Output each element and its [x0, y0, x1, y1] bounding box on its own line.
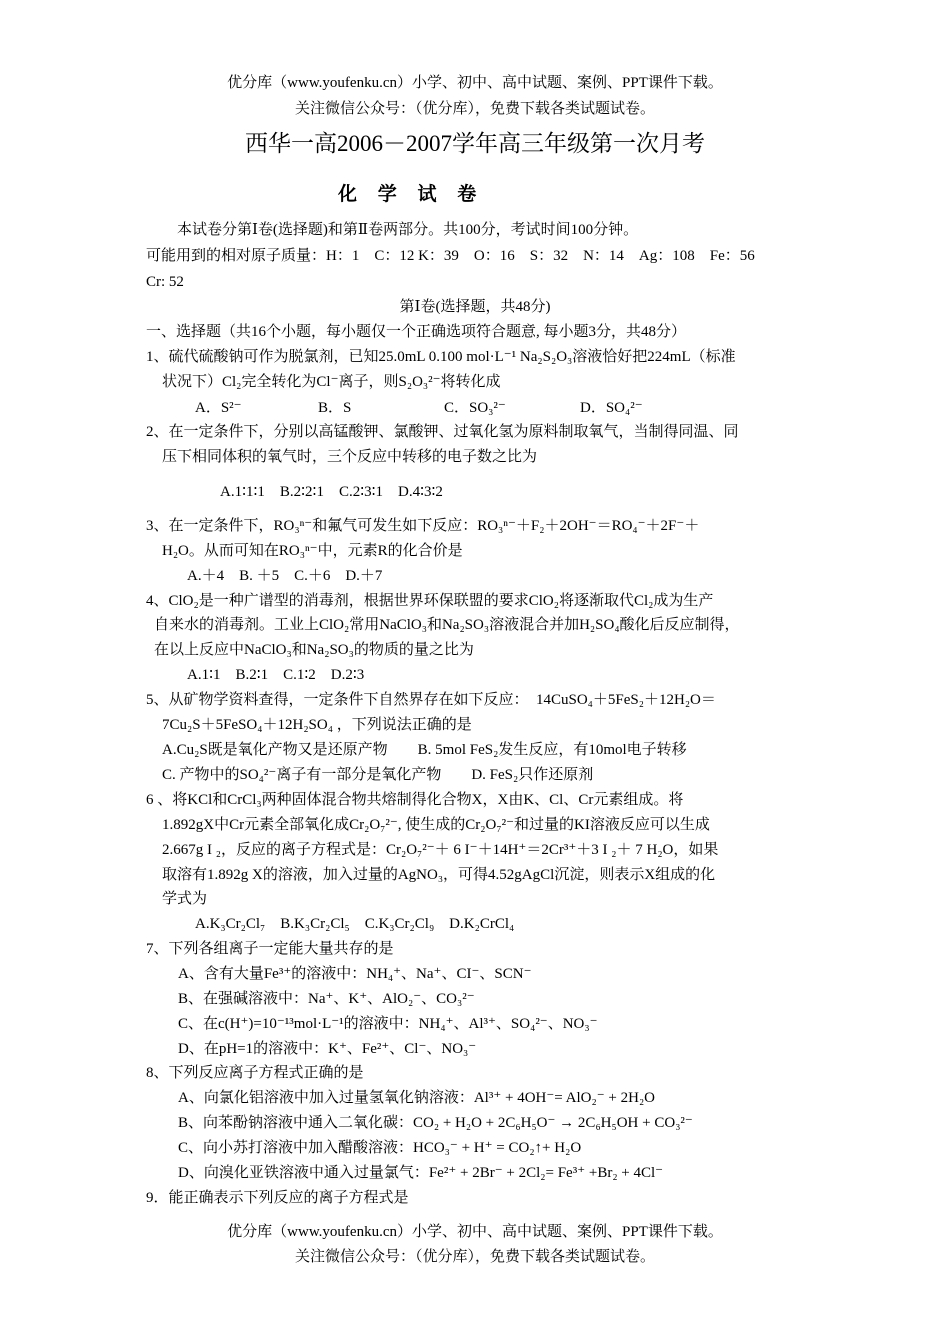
header-line-2: 关注微信公众号：（优分库），免费下载各类试题试卷。: [294, 101, 655, 117]
q3-stem-line-2: H₂O。从而可知在RO₃ⁿ⁻中，元素R的化合价是: [162, 543, 463, 559]
q8-stem: 8、下列反应离子方程式正确的是: [146, 1065, 364, 1081]
page-title: 西华一高2006－2007学年高三年级第一次月考: [245, 131, 705, 156]
q4-stem-line-3: 在以上反应中NaClO₃和Na₂SO₃的物质的量之比为: [154, 642, 474, 658]
q5-options-ab: A.Cu₂S既是氧化产物又是还原产物 B. 5mol FeS₂发生反应，有10mol电子转移: [162, 742, 687, 758]
q4-options: A.1∶1 B.2∶1 C.1∶2 D.2∶3: [187, 667, 365, 683]
q1-option-c: C．SO₃²⁻: [444, 400, 506, 416]
q7-option-c: C、在c(H⁺)=10⁻¹³mol·L⁻¹的溶液中：NH₄⁺、Al³⁺、SO₄²⁻、NO₃⁻: [178, 1016, 598, 1032]
section1-instructions: 一、选择题（共16个小题，每小题仅一个正确选项符合题意, 每小题3分，共48分）: [146, 324, 687, 340]
q8-option-d: D、向溴化亚铁溶液中通入过量氯气：Fe²⁺ + 2Br⁻ + 2Cl₂= Fe³⁺ +Br₂ + 4Cl⁻: [178, 1165, 664, 1181]
q6-stem-line-4: 取溶有1.892g X的溶液，加入过量的AgNO₃，可得4.52gAgCl沉淀，则表示X组成的化: [162, 867, 716, 883]
q2-options: A.1∶1∶1 B.2∶2∶1 C.2∶3∶1 D.4∶3∶2: [220, 484, 443, 500]
q1-stem-line-1: 1、硫代硫酸钠可作为脱氯剂，已知25.0mL 0.100 mol·L⁻¹ Na₂S₂O₃溶液恰好把224mL（标准: [146, 349, 736, 365]
q2-stem-line-1: 2、在一定条件下，分别以高锰酸钾、氯酸钾、过氧化氢为原料制取氧气，当制得同温、同: [146, 424, 739, 440]
q6-stem-line-3: 2.667g I ₂，反应的离子方程式是：Cr₂O₇²⁻＋ 6 I⁻＋14H⁺＝2Cr³⁺＋3 I ₂＋ 7 H₂O，如果: [162, 842, 719, 858]
q7-option-a: A、含有大量Fe³⁺的溶液中：NH₄⁺、Na⁺、CI⁻、SCN⁻: [178, 966, 532, 982]
q3-options: A.＋4 B. ＋5 C.＋6 D.＋7: [187, 568, 383, 584]
q3-stem-line-1: 3、在一定条件下，RO₃ⁿ⁻和氟气可发生如下反应：RO₃ⁿ⁻＋F₂＋2OH⁻＝RO₄⁻＋2F⁻＋: [146, 518, 700, 534]
footer-line-2: 关注微信公众号：（优分库），免费下载各类试题试卷。: [294, 1249, 655, 1265]
q1-stem-line-2: 状况下）Cl₂完全转化为Cl⁻离子，则S₂O₃²⁻将转化成: [162, 374, 501, 390]
intro-line-2: 可能用到的相对原子质量：H：1 C：12 K：39 O：16 S：32 N：14 Ag：108 Fe：56: [146, 248, 755, 264]
q1-option-b: B．S: [318, 400, 352, 416]
section1-heading: 第Ⅰ卷(选择题，共48分): [399, 299, 551, 315]
q1-option-d: D．SO₄²⁻: [580, 400, 643, 416]
intro-line-3: Cr: 52: [146, 274, 184, 290]
q8-option-c: C、向小苏打溶液中加入醋酸溶液：HCO₃⁻ + H⁺ = CO₂↑+ H₂O: [178, 1140, 582, 1156]
q9-stem: 9．能正确表示下列反应的离子方程式是: [146, 1190, 409, 1206]
q6-options: A.K₃Cr₂Cl₇ B.K₃Cr₂Cl₅ C.K₃Cr₂Cl₉ D.K₂CrCl₄: [195, 916, 515, 932]
q8-option-a: A、向氯化铝溶液中加入过量氢氧化钠溶液：Al³⁺ + 4OH⁻= AlO₂⁻ + 2H₂O: [178, 1090, 656, 1106]
q8-option-b: B、向苯酚钠溶液中通入二氧化碳：CO₂ + H₂O + 2C₆H₅O⁻ → 2C₆H₅OH + CO₃²⁻: [178, 1115, 693, 1131]
q1-option-a: A．S²⁻: [195, 400, 242, 416]
footer-line-1: 优分库（www.youfenku.cn）小学、初中、高中试题、案例、PPT课件下载。: [227, 1224, 723, 1240]
header-line-1: 优分库（www.youfenku.cn）小学、初中、高中试题、案例、PPT课件下载。: [227, 75, 723, 91]
q2-stem-line-2: 压下相同体积的氧气时，三个反应中转移的电子数之比为: [162, 449, 538, 465]
q6-stem-line-1: 6 、将KCl和CrCl₃两种固体混合物共熔制得化合物X，X由K、Cl、Cr元素组成。将: [146, 792, 684, 808]
q6-stem-line-5: 学式为: [162, 891, 208, 907]
q5-stem-line-2: 7Cu₂S＋5FeSO₄＋12H₂SO₄ ，下列说法正确的是: [162, 717, 472, 733]
page-subtitle: 化 学 试 卷: [338, 184, 485, 205]
q5-stem-line-1: 5、从矿物学资料查得，一定条件下自然界存在如下反应： 14CuSO₄＋5FeS₂＋12H₂O＝: [146, 692, 716, 708]
q4-stem-line-2: 自来水的消毒剂。工业上ClO₂常用NaClO₃和Na₂SO₃溶液混合并加H₂SO₄酸化后反应制得，: [154, 617, 740, 633]
q7-option-b: B、在强碱溶液中：Na⁺、K⁺、AlO₂⁻、CO₃²⁻: [178, 991, 475, 1007]
intro-line-1: 本试卷分第Ⅰ卷(选择题)和第Ⅱ卷两部分。共100分，考试时间100分钟。: [177, 222, 639, 238]
q7-stem: 7、下列各组离子一定能大量共存的是: [146, 941, 394, 957]
q4-stem-line-1: 4、ClO₂是一种广谱型的消毒剂，根据世界环保联盟的要求ClO₂将逐渐取代Cl₂成为生产: [146, 593, 714, 609]
q6-stem-line-2: 1.892gX中Cr元素全部氧化成Cr₂O₇²⁻, 使生成的Cr₂O₇²⁻和过量的KI溶液反应可以生成: [162, 817, 710, 833]
q7-option-d: D、在pH=1的溶液中：K⁺、Fe²⁺、Cl⁻、NO₃⁻: [178, 1041, 477, 1057]
q5-options-cd: C. 产物中的SO₄²⁻离子有一部分是氧化产物 D. FeS₂只作还原剂: [162, 767, 594, 783]
